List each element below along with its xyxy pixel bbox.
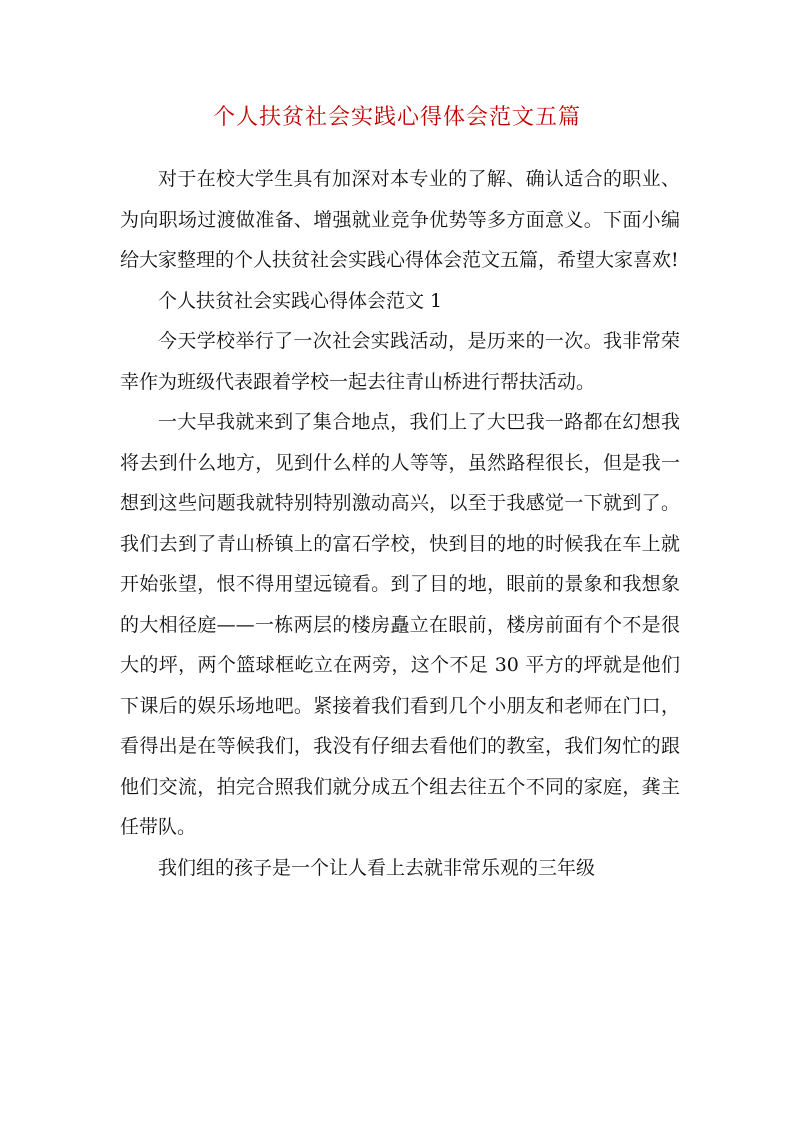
- document-body: [120, 159, 680, 888]
- body-paragraph: 今天学校举行了一次社会实践活动，是历来的一次。我非常荣幸作为班级代表跟着学校一起去往青山桥进行帮扶活动。: [120, 330, 680, 393]
- body-paragraph: 我们组的孩子是一个让人看上去就非常乐观的三年级: [158, 856, 596, 879]
- intro-paragraph: 对于在校大学生具有加深对本专业的了解、确认适合的职业、为向职场过渡做准备、增强就业竞争优势等多方面意义。下面小编给大家整理的个人扶贫社会实践心得体会范文五篇，希望大家喜欢!: [120, 168, 680, 271]
- body-paragraph: 一大早我就来到了集合地点，我们上了大巴我一路都在幻想我将去到什么地方，见到什么样的人等等，虽然路程很长，但是我一想到这些问题我就特别特别激动高兴，以至于我感觉一下就到了。我们去到了青山桥镇上的富石学校，快到目的地的时候我在车上就开始张望，恨不得用望远镜看。到了目的地，眼前的景象和我想象的大相径庭——一栋两层的楼房矗立在眼前，楼房前面有个不是很大的坪，两个篮球框屹立在两旁，这个不足 30 平方的坪就是他们下课后的娱乐场地吧。紧接着我们看到几个小朋友和老师在门口，看得出是在等候我们，我没有仔细去看他们的教室，我们匆忙的跟他们交流，拍完合照我们就分成五个组去往五个不同的家庭，龚主任带队。: [120, 411, 680, 838]
- document-title: 个人扶贫社会实践心得体会范文五篇: [212, 105, 581, 130]
- section-heading: 个人扶贫社会实践心得体会范文 1: [158, 289, 443, 312]
